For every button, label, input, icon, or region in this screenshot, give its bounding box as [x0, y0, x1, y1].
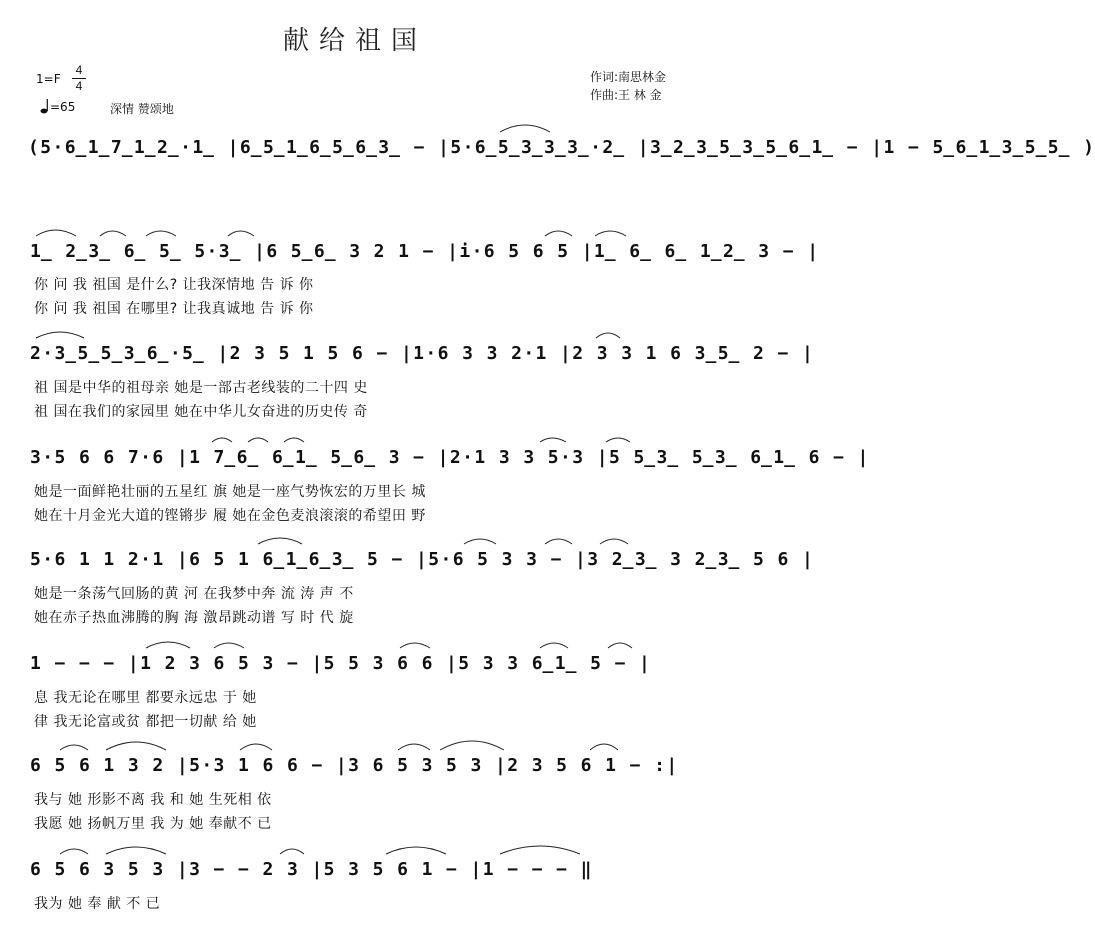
slur-mark	[545, 231, 572, 236]
lyric-line-5-verse-2: 她在赤子热血沸腾的胸 海 激昂跳动谱 写 时 代 旋	[34, 610, 354, 626]
slur-mark	[545, 539, 572, 544]
slur-mark	[608, 643, 632, 648]
music-line-6	[30, 650, 696, 678]
expression-marking: 深情 赞颂地	[110, 102, 174, 116]
slur-mark	[214, 643, 244, 648]
slur-mark	[464, 539, 496, 544]
slur-mark	[590, 744, 618, 750]
slur-mark	[595, 231, 626, 236]
slur-mark	[36, 230, 76, 236]
music-line-5	[30, 546, 815, 574]
notation-line-5: 5·6 1 1 2·1 |6 5 1 6̲1̲6̲3̲ 5 − |5·6 5 3 3 − |3 2̲3̲ 3 2̲3̲ 5 6 |	[30, 549, 815, 570]
music-line-2	[30, 238, 820, 266]
composer-credit: 作曲:王 林 金	[590, 88, 662, 102]
time-signature-top: 4	[75, 63, 83, 77]
slur-mark	[146, 231, 176, 236]
music-line-7	[30, 752, 696, 780]
key-signature: 1=F	[36, 72, 61, 86]
slur-mark	[228, 231, 254, 236]
notation-line-2: 1̲ 2̲3̲ 6̲ 5̲ 5·3̲ |6 5̲6̲ 3 2 1 − |i·6 5 6 5 |1̲ 6̲ 6̲ 1̲2̲ 3 − |	[30, 241, 820, 262]
slur-mark	[284, 438, 304, 442]
lyric-line-6-verse-2: 律 我无论富或贫 都把一切献 给 她	[34, 714, 257, 730]
slur-mark	[280, 849, 304, 854]
slur-mark	[600, 539, 628, 544]
music-line-1	[28, 134, 1095, 162]
slur-mark	[106, 742, 166, 750]
lyric-line-7-verse-2: 我愿 她 扬帆万里 我 为 她 奉献不 已	[34, 816, 272, 832]
notation-line-4: 3·5 6 6 7·6 |1 7̲6̲ 6̲1̲ 5̲6̲ 3 − |2·1 3 3 5·3 |5 5̲3̲ 5̲3̲ 6̲1̲ 6 − |	[30, 447, 870, 468]
tempo-marking: =65	[50, 100, 76, 114]
slur-mark	[36, 332, 84, 338]
notation-line-7: 6 5 6 1 3 2 |5·3 1 6 6 − |3 6 5 3 5 3 |2 3 5 6 1 − :|	[30, 755, 679, 776]
slur-mark	[440, 741, 504, 750]
lyric-line-7-verse-1: 我与 她 形影不离 我 和 她 生死相 依	[34, 792, 272, 808]
lyric-line-8-verse-1: 我为 她 奉 献 不 已	[34, 896, 161, 912]
slur-mark	[146, 642, 190, 648]
slur-mark	[60, 849, 88, 854]
lyric-line-2-verse-1: 你 问 我 祖国 是什么? 让我深情地 告 诉 你	[34, 277, 314, 293]
music-line-4	[30, 444, 870, 472]
slur-mark	[540, 643, 568, 648]
notation-line-8: 6 5 6 3 5 3 |3 − − 2 3 |5 3 5 6 1 − |1 − − − ‖	[30, 859, 593, 880]
slur-mark	[212, 438, 232, 442]
lyric-line-3-verse-1: 祖 国是中华的祖母亲 她是一部古老线装的二十四 史	[34, 380, 368, 396]
lyric-line-4-verse-1: 她是一面鲜艳壮丽的五星红 旗 她是一座气势恢宏的万里长 城	[34, 484, 426, 500]
slur-mark	[248, 438, 268, 442]
time-signature	[72, 64, 86, 93]
lyricist-credit: 作词:南思林金	[590, 70, 667, 84]
quarter-note-icon	[40, 98, 50, 114]
slur-mark	[540, 438, 566, 442]
music-line-8	[30, 856, 696, 884]
lyric-line-3-verse-2: 祖 国在我们的家园里 她在中华儿女奋进的历史传 奇	[34, 404, 368, 420]
notation-line-1: (5·6̲1̲7̲1̲2̲·1̲ |6̲5̲1̲6̲5̲6̲3̲ − |5·6̲5̲3̲3̲3̲·2̲ |3̲2̲3̲5̲3̲5̲6̲1̲ − |1 − 5̲6̲1̲3̲5̲5̲ )	[28, 137, 1095, 158]
slur-mark	[386, 847, 446, 854]
slur-mark	[100, 231, 126, 236]
notation-line-3: 2·3̲5̲5̲3̲6̲·5̲ |2 3 5 1 5 6 − |1·6 3 3 2·1 |2 3 3 1 6 3̲5̲ 2 − |	[30, 343, 815, 364]
slur-mark	[596, 333, 620, 338]
slur-mark	[106, 847, 166, 854]
slur-mark	[500, 846, 580, 854]
tie-mark	[500, 125, 550, 132]
slur-mark	[258, 538, 302, 544]
song-title: 献给祖国	[282, 26, 427, 56]
music-line-3	[30, 340, 815, 368]
time-signature-bottom: 4	[75, 79, 83, 93]
lyric-line-2-verse-2: 你 问 我 祖国 在哪里? 让我真诚地 告 诉 你	[34, 301, 314, 317]
slur-mark	[606, 438, 630, 442]
slur-mark	[240, 744, 272, 750]
slur-mark	[400, 643, 430, 648]
slur-mark	[398, 744, 430, 750]
notation-line-6: 1 − − − |1 2 3 6 5 3 − |5 5 3 6 6 |5 3 3 6̲1̲ 5 − |	[30, 653, 652, 674]
slur-mark	[60, 745, 88, 750]
lyric-line-5-verse-1: 她是一条荡气回肠的黄 河 在我梦中奔 流 涛 声 不	[34, 586, 354, 602]
lyric-line-6-verse-1: 息 我无论在哪里 都要永远忠 于 她	[34, 690, 257, 706]
lyric-line-4-verse-2: 她在十月金光大道的铿锵步 履 她在金色麦浪滚滚的希望田 野	[34, 508, 426, 524]
